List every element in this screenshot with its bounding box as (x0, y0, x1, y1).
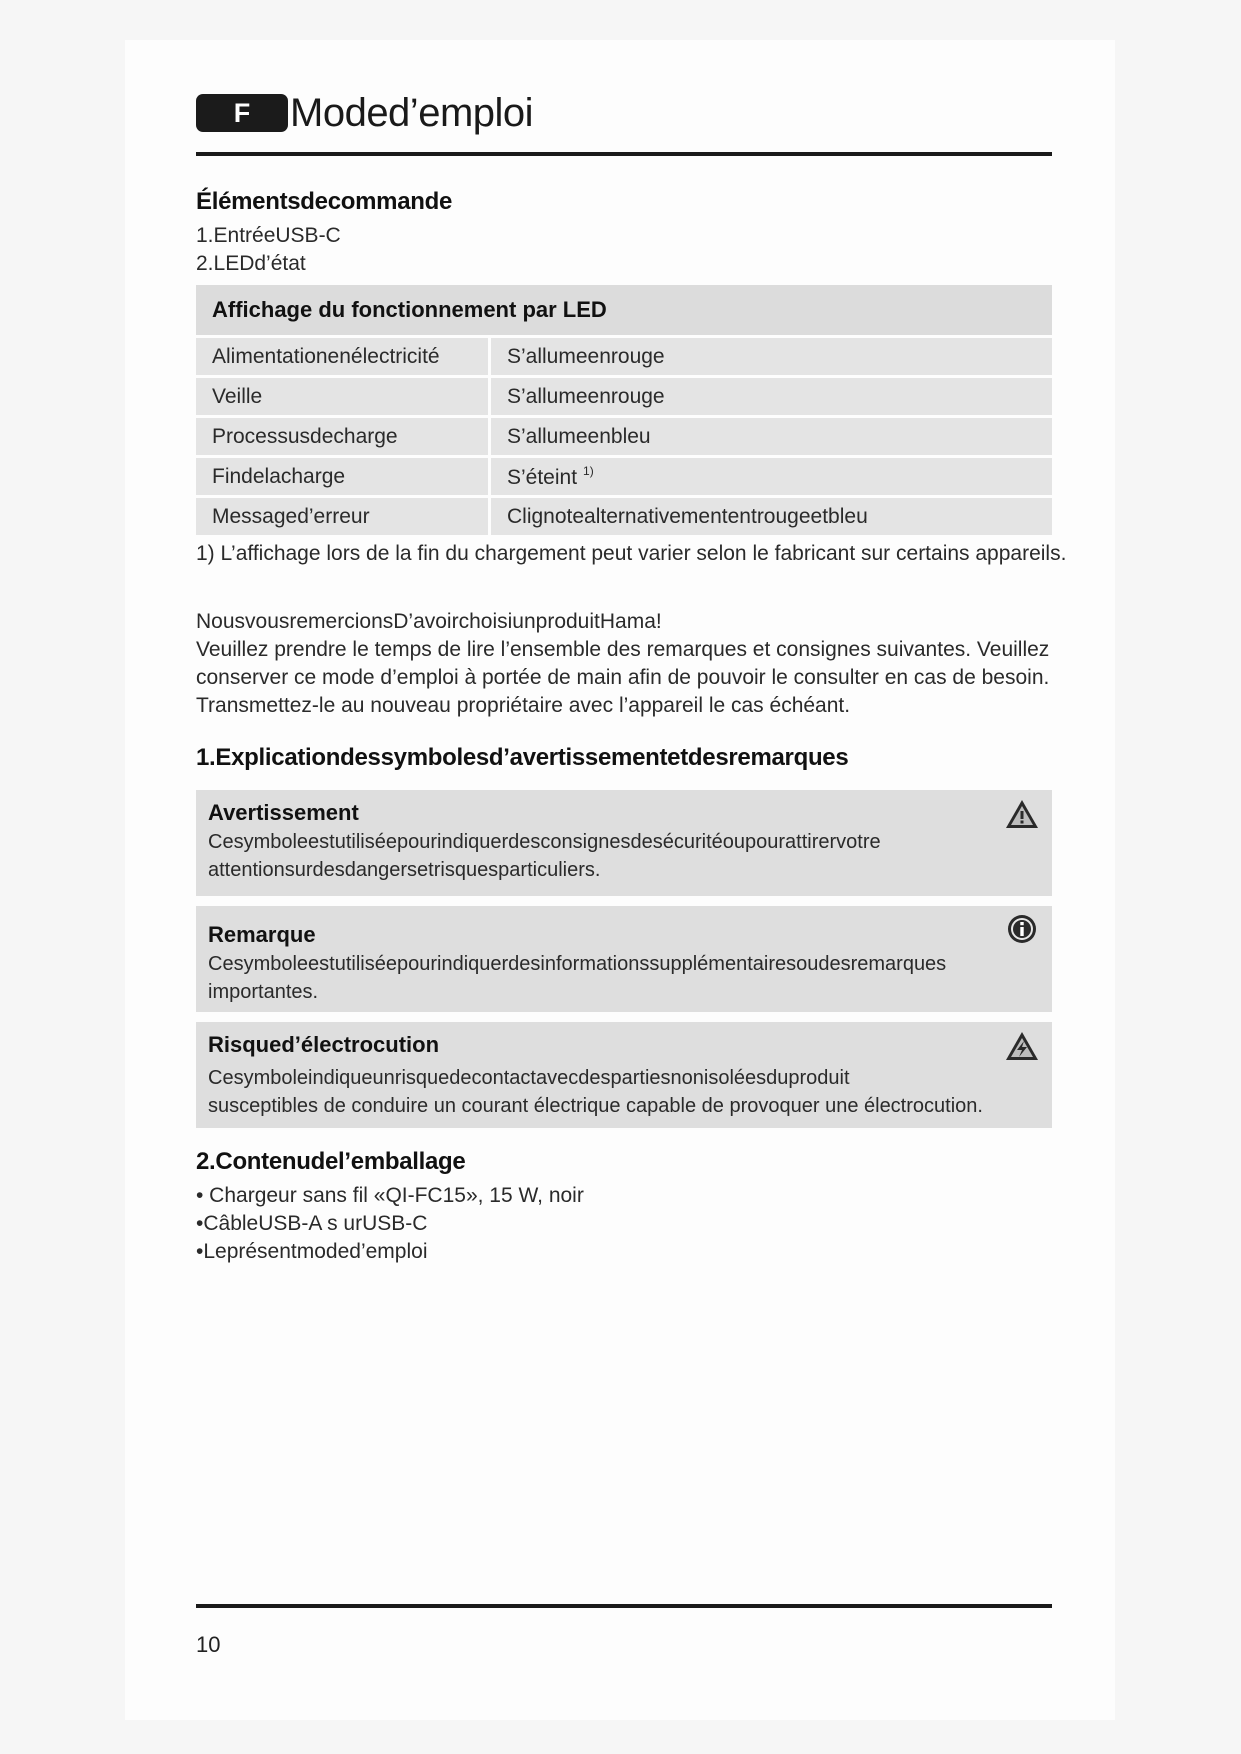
box-text: susceptibles de conduire un courant électrique capable de provoquer une électrocution. (208, 1095, 983, 1117)
box-title: Risqued’électrocution (208, 1032, 440, 1057)
led-state: Findelacharge (196, 458, 491, 495)
box-text: importantes. (208, 981, 319, 1003)
page-header (196, 88, 1052, 160)
led-state: Alimentationenélectricité (196, 338, 491, 375)
warning-triangle-icon (1004, 798, 1040, 830)
box-text: Cesymboleestutiliséepourindiquerdesinformationssupplémentairesoudesremarques (208, 953, 947, 975)
section2 (196, 1148, 1052, 1266)
table-row (196, 418, 1052, 455)
footnote-marker: 1) (583, 463, 594, 478)
led-state: Veille (196, 378, 491, 415)
footer-rule (196, 1604, 1052, 1608)
electric-shock-box (196, 1022, 1052, 1128)
led-table-section (196, 282, 1067, 568)
box-title: Avertissement (208, 800, 359, 825)
led-indication: S’allumeenbleu (491, 418, 1052, 455)
intro-line: Veuillez prendre le temps de lire l’ensemble des remarques et consignes suivantes. Veuillez (196, 638, 1050, 661)
header-rule (196, 152, 1052, 156)
led-state: Messaged’erreur (196, 498, 491, 535)
intro-text (196, 608, 1052, 720)
table-row (196, 338, 1052, 375)
intro-line: Transmettez-le au nouveau propriétaire avec l’appareil le cas échéant. (196, 694, 851, 717)
led-table (196, 282, 1052, 538)
box-text: Cesymboleindiqueunrisquedecontactavecdespartiesnonisoléesduproduit (208, 1067, 850, 1089)
info-circle-icon (1004, 914, 1040, 946)
led-indication: Clignotealternativemententrougeetbleu (491, 498, 1052, 535)
led-indication: S’éteint $^{1)}$ (491, 458, 1052, 495)
section1-heading: 1.Explicationdessymbolesd’avertissementetdesremarques (196, 744, 849, 771)
page-number: 10 (196, 1632, 221, 1657)
table-row (196, 378, 1052, 415)
section2-heading: 2.Contenudel’emballage (196, 1148, 466, 1175)
note-box (196, 906, 1052, 1012)
led-table-header: Affichage du fonctionnement par LED (196, 285, 1052, 335)
list-item: •CâbleUSB-A s urUSB-C (196, 1212, 428, 1235)
controls-item: 2.LEDd’état (196, 252, 306, 275)
box-title: Remarque (208, 922, 316, 947)
section1-heading-wrap (196, 744, 1052, 772)
table-row (196, 458, 1052, 495)
led-footnote: 1) L’affichage lors de la fin du chargement peut varier selon le fabricant sur certains appareils. (196, 542, 1067, 565)
table-row (196, 498, 1052, 535)
controls-section (196, 188, 1052, 278)
page-title: Moded’emploi (290, 91, 534, 135)
list-item: • Chargeur sans fil «QI-FC15», 15 W, noir (196, 1184, 584, 1207)
intro-line: conserver ce mode d’emploi à portée de main afin de pouvoir le consulter en cas de besoin. (196, 666, 1050, 689)
language-badge: F (196, 94, 288, 132)
led-indication: S’allumeenrouge (491, 378, 1052, 415)
list-item: •Leprésentmoded’emploi (196, 1240, 428, 1263)
box-text: attentionsurdesdangersetrisquesparticuliers. (208, 859, 601, 881)
led-state: Processusdecharge (196, 418, 491, 455)
led-indication: S’allumeenrouge (491, 338, 1052, 375)
electric-shock-triangle-icon (1004, 1030, 1040, 1062)
intro-line: NousvousremercionsD’avoirchoisiunproduitHama! (196, 610, 662, 633)
controls-heading: Élémentsdecommande (196, 188, 453, 215)
controls-item: 1.EntréeUSB-C (196, 224, 341, 247)
warning-box (196, 790, 1052, 896)
box-text: Cesymboleestutiliséepourindiquerdesconsignesdesécuritéoupourattirervotre (208, 831, 881, 853)
